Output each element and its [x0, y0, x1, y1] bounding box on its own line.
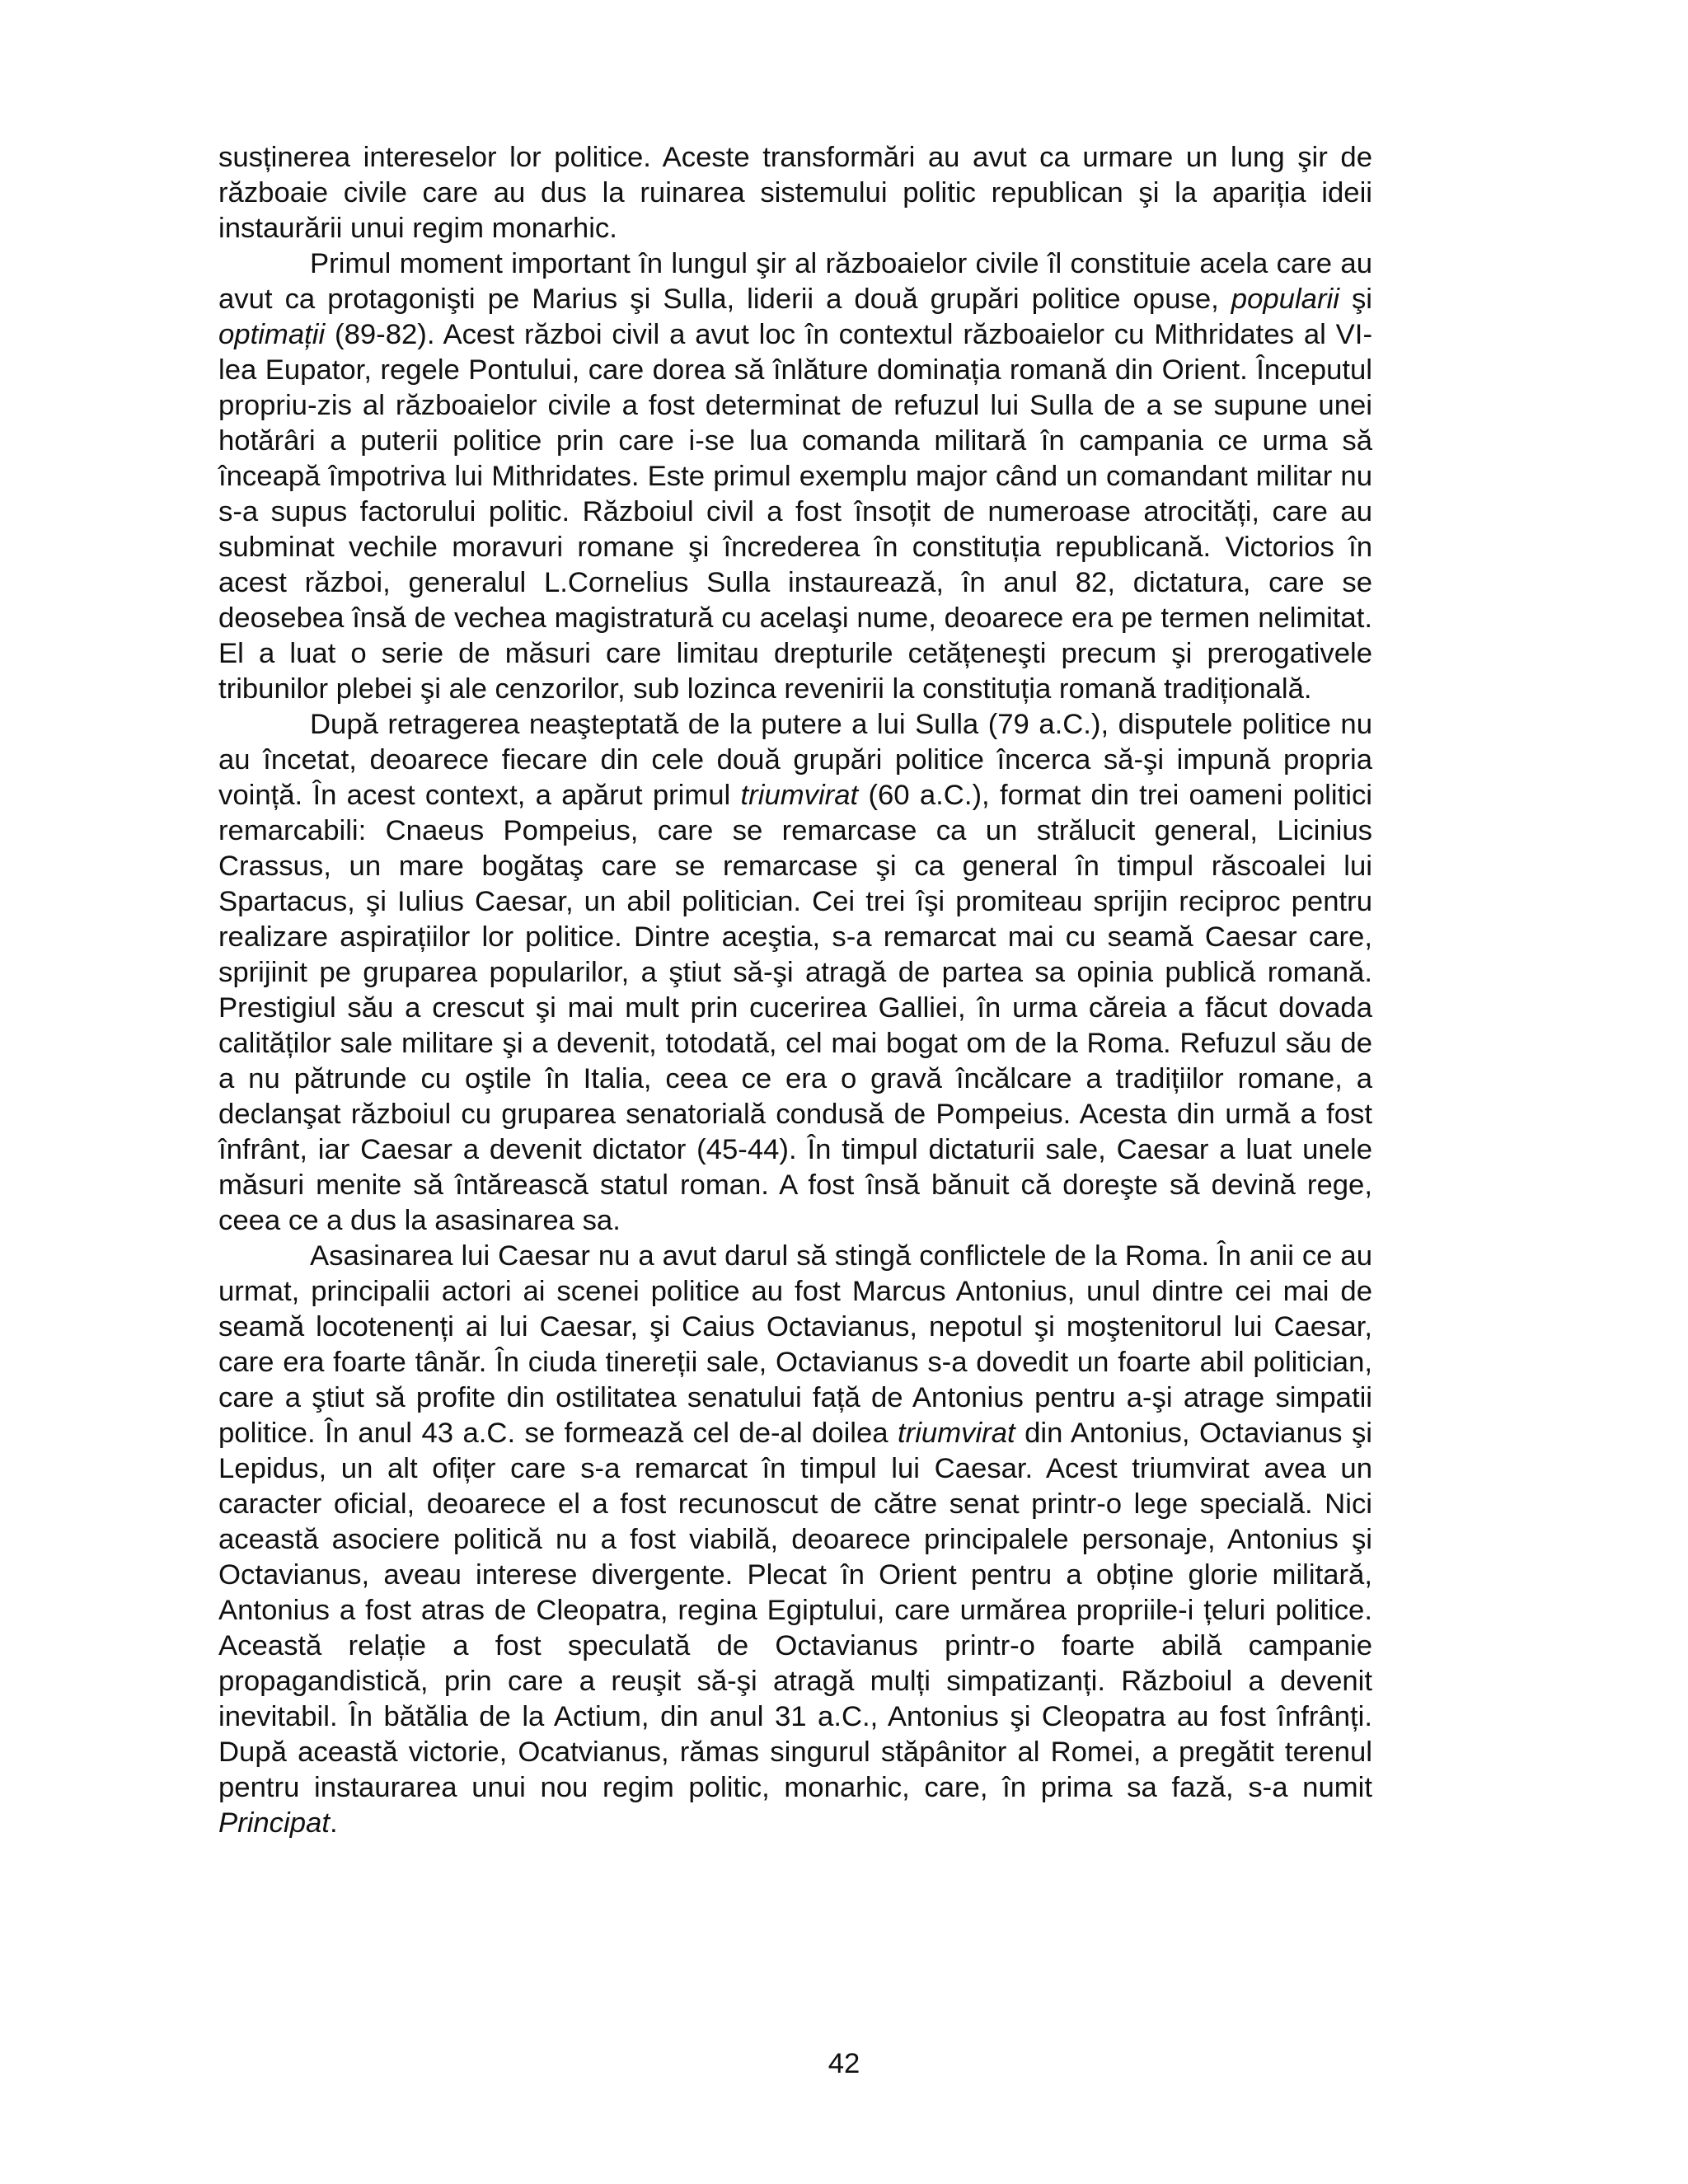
italic-term: triumvirat [740, 780, 859, 811]
text-run: (89-82). Acest război civil a avut loc în contextul războaielor cu Mithridates al VI-lea Eupator, regele Pontului, care dorea să înlăture dominația romană din Orient. Începutul propriu-zis al războaielor civile a fost determinat de refuzul lui Sulla de a se supune unei hotărâri a puterii politice prin care i-se lua comanda militară în campania ce urma să înceapă împotriva lui Mithridates. Este primul exemplu major când un comandant militar nu s-a supus factorului politic. Războiul civil a fost însoțit de numeroase atrocități, care au subminat vechile moravuri romane şi încrederea în constituția republicană. Victorios în acest război, generalul L.Cornelius Sulla instaurează, în anul 82, dictatura, care se deosebea însă de vechea magistratură cu acelaşi nume, deoarece era pe termen nelimitat. El a luat o serie de măsuri care limitau drepturile cetățeneşti precum şi prerogativele tribunilor plebei şi ale cenzorilor, sub lozinca revenirii la constituția romană tradițională. [218, 319, 1372, 705]
paragraph [218, 140, 1372, 246]
paragraph [218, 246, 1372, 707]
italic-term: Principat [218, 1807, 330, 1839]
text-run: (60 a.C.), format din trei oameni politici remarcabili: Cnaeus Pompeius, care se remarcase ca un strălucit general, Licinius Crassus, un mare bogătaş care se remarcase şi ca general în timpul răscoalei lui Spartacus, şi Iulius Caesar, un abil politician. Cei trei îşi promiteau sprijin reciproc pentru realizare aspirațiilor lor politice. Dintre aceştia, s-a remarcat mai cu seamă Caesar care, sprijinit pe gruparea popularilor, a ştiut să-şi atragă de partea sa opinia publică romană. Prestigiul său a crescut şi mai mult prin cucerirea Galliei, în urma căreia a făcut dovada calităților sale militare şi a devenit, totodată, cel mai bogat om de la Roma. Refuzul său de a nu pătrunde cu oştile în Italia, ceea ce era o gravă încălcare a tradițiilor romane, a declanşat războiul cu gruparea senatorială condusă de Pompeius. Acesta din urmă a fost înfrânt, iar Caesar a devenit dictator (45-44). În timpul dictaturii sale, Caesar a luat unele măsuri menite să întărească statul roman. A fost însă bănuit că doreşte să devină rege, ceea ce a dus la asasinarea sa. [218, 780, 1372, 1236]
text-run: din Antonius, Octavianus şi Lepidus, un alt ofițer care s-a remarcat în timpul lui Caesar. Acest triumvirat avea un caracter oficial, deoarece el a fost recunoscut de către senat printr-o lege specială. Nici această asociere politică nu a fost viabilă, deoarece principalele personaje, Antonius şi Octavianus, aveau interese divergente. Plecat în Orient pentru a obține glorie militară, Antonius a fost atras de Cleopatra, regina Egiptului, care urmărea propriile-i țeluri politice. Această relație a fost speculată de Octavianus printr-o foarte abilă campanie propagandistică, prin care a reuşit să-şi atragă mulți simpatizanți. Războiul a devenit inevitabil. În bătălia de la Actium, din anul 31 a.C., Antonius şi Cleopatra au fost înfrânți. După această victorie, Ocatvianus, rămas singurul stăpânitor al Romei, a pregătit terenul pentru instaurarea unui nou regim politic, monarhic, care, în prima sa fază, s-a numit [218, 1418, 1372, 1803]
text-run: . [329, 1807, 338, 1839]
text-run: şi [1339, 284, 1372, 315]
body-text [218, 140, 1372, 1841]
paragraph [218, 707, 1372, 1239]
text-run: Primul moment important în lungul şir al războaielor civile îl constituie acela care au avut ca protagonişti pe Marius şi Sulla, liderii a două grupări politice opuse, [218, 248, 1372, 315]
italic-term: triumvirat [898, 1418, 1015, 1449]
text-run: Asasinarea lui Caesar nu a avut darul să stingă conflictele de la Roma. În anii ce au urmat, principalii actori ai scenei politice au fost Marcus Antonius, unul dintre cei mai de seamă locotenenți ai lui Caesar, şi Caius Octavianus, nepotul şi moştenitorul lui Caesar, care era foarte tânăr. În ciuda tinereții sale, Octavianus s-a dovedit un foarte abil politician, care a ştiut să profite din ostilitatea senatului față de Antonius pentru a-şi atrage simpatii politice. În anul 43 a.C. se formează cel de-al doilea [218, 1240, 1372, 1449]
paragraph [218, 1239, 1372, 1841]
text-run: susținerea intereselor lor politice. Aceste transformări au avut ca urmare un lung şir de războaie civile care au dus la ruinarea sistemului politic republican şi la apariția ideii instaurării unui regim monarhic. [218, 142, 1372, 244]
italic-term: optimații [218, 319, 326, 350]
page-number: 42 [828, 2048, 860, 2079]
italic-term: popularii [1231, 284, 1339, 315]
text-run: După retragerea neaşteptată de la putere a lui Sulla (79 a.C.), disputele politice nu au încetat, deoarece fiecare din cele două grupări politice încerca să-şi impună propria voință. În acest context, a apărut primul [218, 709, 1372, 811]
